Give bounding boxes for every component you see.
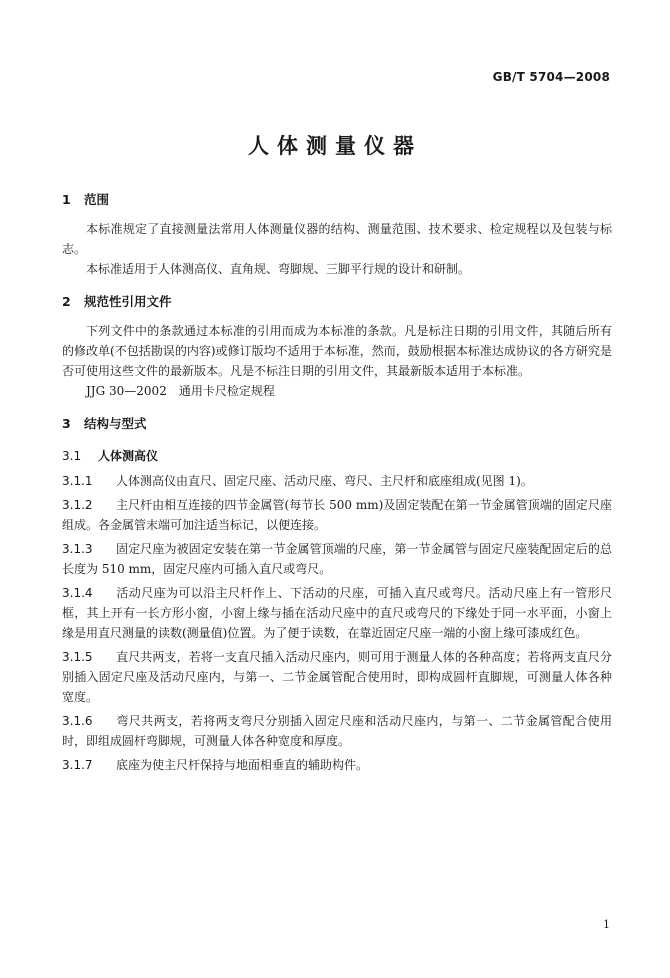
clause bbox=[62, 471, 612, 491]
section-title: 结构与型式 bbox=[84, 416, 147, 431]
section-number: 3 bbox=[62, 416, 71, 431]
clause-number: 3.1.1 bbox=[62, 474, 93, 488]
section-heading bbox=[62, 191, 612, 209]
clause bbox=[62, 583, 612, 643]
standard-code: GB/T 5704—2008 bbox=[492, 70, 610, 84]
clause-text: 固定尺座为被固定安装在第一节金属管顶端的尺座，第一节金属管与固定尺座装配固定后的总长度为 510 mm，固定尺座内可插入直尺或弯尺。 bbox=[62, 542, 612, 576]
clause-number: 3.1.5 bbox=[62, 650, 93, 664]
subsection-number: 3.1 bbox=[62, 449, 82, 463]
document-title: 人体测量仪器 bbox=[248, 134, 422, 158]
clause-text: 活动尺座为可以沿主尺杆作上、下活动的尺座，可插入直尺或弯尺。活动尺座上有一管形尺框，其上开有一长方形小窗，小窗上缘与插在活动尺座中的直尺或弯尺的下缘处于同一水平面，小窗上缘是用直尺测量的读数(测量值)位置。为了便于读数，在靠近固定尺座一端的小窗上缘可漆成红色。 bbox=[62, 586, 612, 640]
clause bbox=[62, 755, 612, 775]
section-title: 规范性引用文件 bbox=[84, 294, 172, 309]
section-title: 范围 bbox=[84, 192, 110, 207]
subsection-heading bbox=[62, 447, 612, 465]
paragraph: 本标准规定了直接测量法常用人体测量仪器的结构、测量范围、技术要求、检定规程以及包装与标志。 bbox=[62, 222, 612, 256]
clause-number: 3.1.3 bbox=[62, 542, 93, 556]
paragraph: 下列文件中的条款通过本标准的引用而成为本标准的条款。凡是标注日期的引用文件，其随后所有的修改单(不包括勘误的内容)或修订版均不适用于本标准，然而，鼓励根据本标准达成协议的各方研究是否可使用这些文件的最新版本。凡是不标注日期的引用文件，其最新版本适用于本标准。 bbox=[62, 324, 612, 378]
section-heading bbox=[62, 293, 612, 311]
clause bbox=[62, 495, 612, 535]
clause-text: 直尺共两支，若将一支直尺插入活动尺座内，则可用于测量人体的各种高度；若将两支直尺分别插入固定尺座及活动尺座内，与第一、二节金属管配合使用时，即构成圆杆直脚规，可测量人体各种宽度。 bbox=[62, 650, 612, 704]
section-number: 2 bbox=[62, 294, 71, 309]
clause-number: 3.1.4 bbox=[62, 586, 93, 600]
reference-entry: JJG 30—2002 通用卡尺检定规程 bbox=[86, 384, 275, 398]
clause-number: 3.1.7 bbox=[62, 758, 93, 772]
section-heading bbox=[62, 415, 612, 433]
page-number: 1 bbox=[603, 918, 610, 931]
clause-text: 主尺杆由相互连接的四节金属管(每节长 500 mm)及固定装配在第一节金属管顶端的固定尺座组成。各金属管末端可加注适当标记，以便连接。 bbox=[62, 498, 612, 532]
clause-text: 人体测高仪由直尺、固定尺座、活动尺座、弯尺、主尺杆和底座组成(见图 1)。 bbox=[116, 474, 533, 488]
subsection-title: 人体测高仪 bbox=[98, 449, 159, 463]
clause bbox=[62, 539, 612, 579]
clause bbox=[62, 647, 612, 707]
clause-number: 3.1.6 bbox=[62, 714, 93, 728]
clause-text: 底座为使主尺杆保持与地面相垂直的辅助构件。 bbox=[116, 758, 369, 772]
document-body bbox=[62, 191, 612, 779]
clause-number: 3.1.2 bbox=[62, 498, 93, 512]
clause-text: 弯尺共两支，若将两支弯尺分别插入固定尺座和活动尺座内，与第一、二节金属管配合使用时，即组成圆杆弯脚规，可测量人体各种宽度和厚度。 bbox=[62, 714, 612, 748]
clause bbox=[62, 711, 612, 751]
section-number: 1 bbox=[62, 192, 71, 207]
paragraph: 本标准适用于人体测高仪、直角规、弯脚规、三脚平行规的设计和研制。 bbox=[86, 262, 471, 276]
